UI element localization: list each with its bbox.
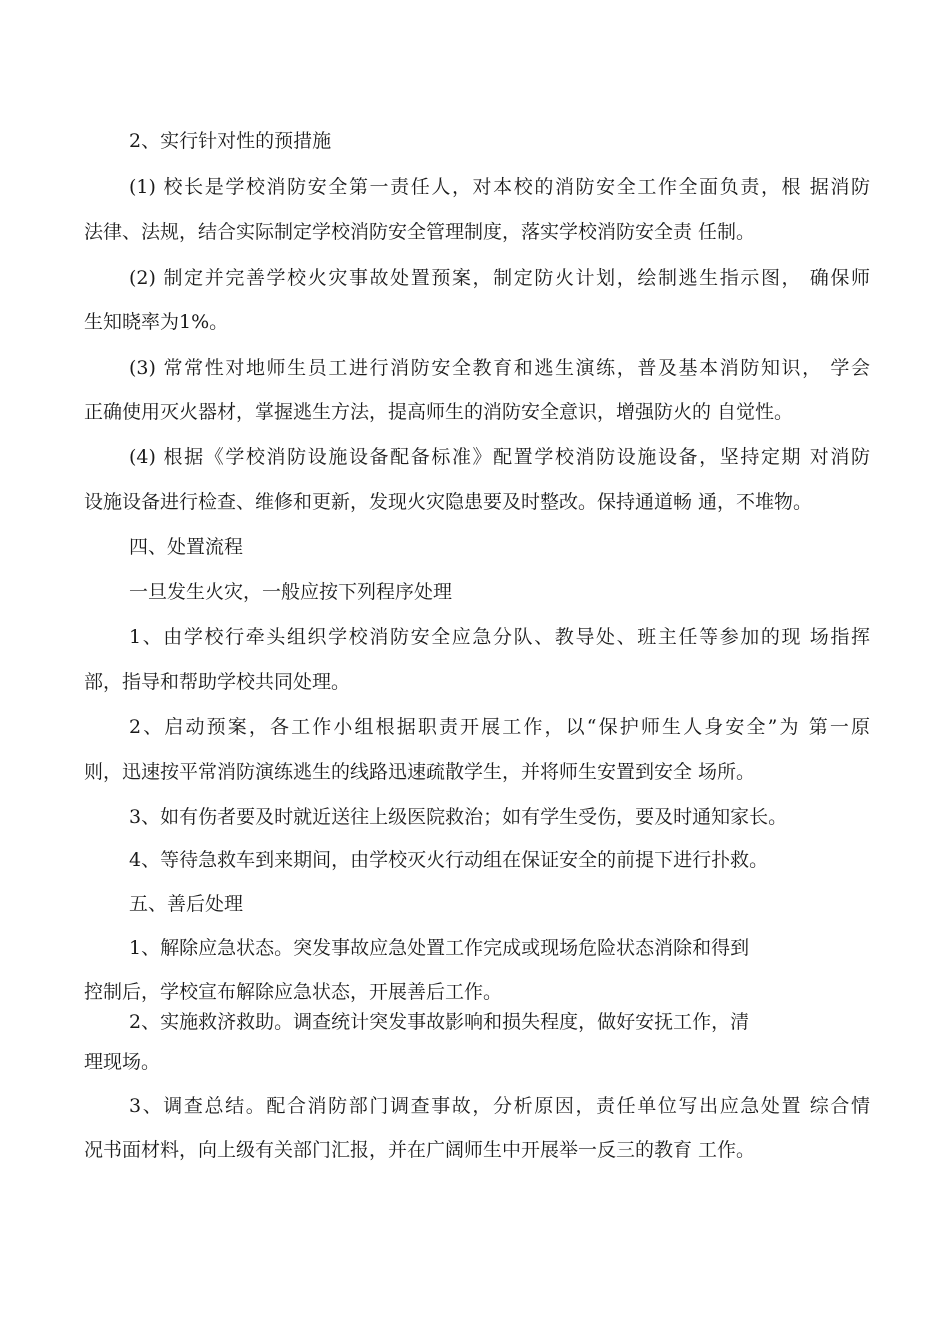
paragraph-line: 正确使用灭火器材，掌握逃生方法，提高师生的消防安全意识，增强防火的 自觉性。 xyxy=(84,401,794,423)
paragraph-line: 1、由学校行牵头组织学校消防安全应急分队、教导处、班主任等参加的现 场指挥 xyxy=(129,626,870,648)
paragraph-line: 法律、法规，结合实际制定学校消防安全管理制度，落实学校消防安全责 任制。 xyxy=(84,221,756,243)
paragraph-line: 则，迅速按平常消防演练逃生的线路迅速疏散学生，并将师生安置到安全 场所。 xyxy=(84,761,756,783)
paragraph-line: 4、等待急救车到来期间，由学校灭火行动组在保证安全的前提下进行扑救。 xyxy=(129,849,769,871)
paragraph-line: 1、解除应急状态。突发事故应急处置工作完成或现场危险状态消除和得到 xyxy=(129,937,750,959)
paragraph-line: 设施设备进行检查、维修和更新，发现火灾隐患要及时整改。保持通道畅 通，不堆物。 xyxy=(84,491,813,513)
paragraph-line: 3、调查总结。配合消防部门调查事故，分析原因，责任单位写出应急处置 综合情 xyxy=(129,1095,870,1117)
paragraph-line: 2、启动预案，各工作小组根据职责开展工作，以“保护师生人身安全”为 第一原 xyxy=(129,716,870,738)
paragraph-line: 控制后，学校宣布解除应急状态，开展善后工作。 xyxy=(84,981,503,1003)
paragraph-line: (4) 根据《学校消防设施设备配备标准》配置学校消防设施设备，坚持定期 对消防 xyxy=(129,446,870,468)
paragraph-line: (1) 校长是学校消防安全第一责任人，对本校的消防安全工作全面负责，根 据消防 xyxy=(129,176,870,198)
paragraph-line: 生知晓率为1%。 xyxy=(84,311,229,333)
section-heading: 2、实行针对性的预措施 xyxy=(129,130,332,152)
paragraph-line: (2) 制定并完善学校火灾事故处置预案，制定防火计划，绘制逃生指示图， 确保师 xyxy=(129,267,870,289)
paragraph-line: 2、实施救济救助。调查统计突发事故影响和损失程度，做好安抚工作，清 xyxy=(129,1011,750,1033)
paragraph-line: 况书面材料，向上级有关部门汇报，并在广阔师生中开展举一反三的教育 工作。 xyxy=(84,1139,756,1161)
paragraph-line: 一旦发生火灾，一般应按下列程序处理 xyxy=(129,581,453,603)
paragraph-line: (3) 常常性对地师生员工进行消防安全教育和逃生演练，普及基本消防知识， 学会 xyxy=(129,357,870,379)
section-heading: 四、处置流程 xyxy=(129,536,244,558)
paragraph-line: 理现场。 xyxy=(84,1051,161,1073)
paragraph-line: 3、如有伤者要及时就近送往上级医院救治；如有学生受伤，要及时通知家长。 xyxy=(129,806,788,828)
section-heading: 五、善后处理 xyxy=(129,893,244,915)
paragraph-line: 部，指导和帮助学校共同处理。 xyxy=(84,671,351,693)
